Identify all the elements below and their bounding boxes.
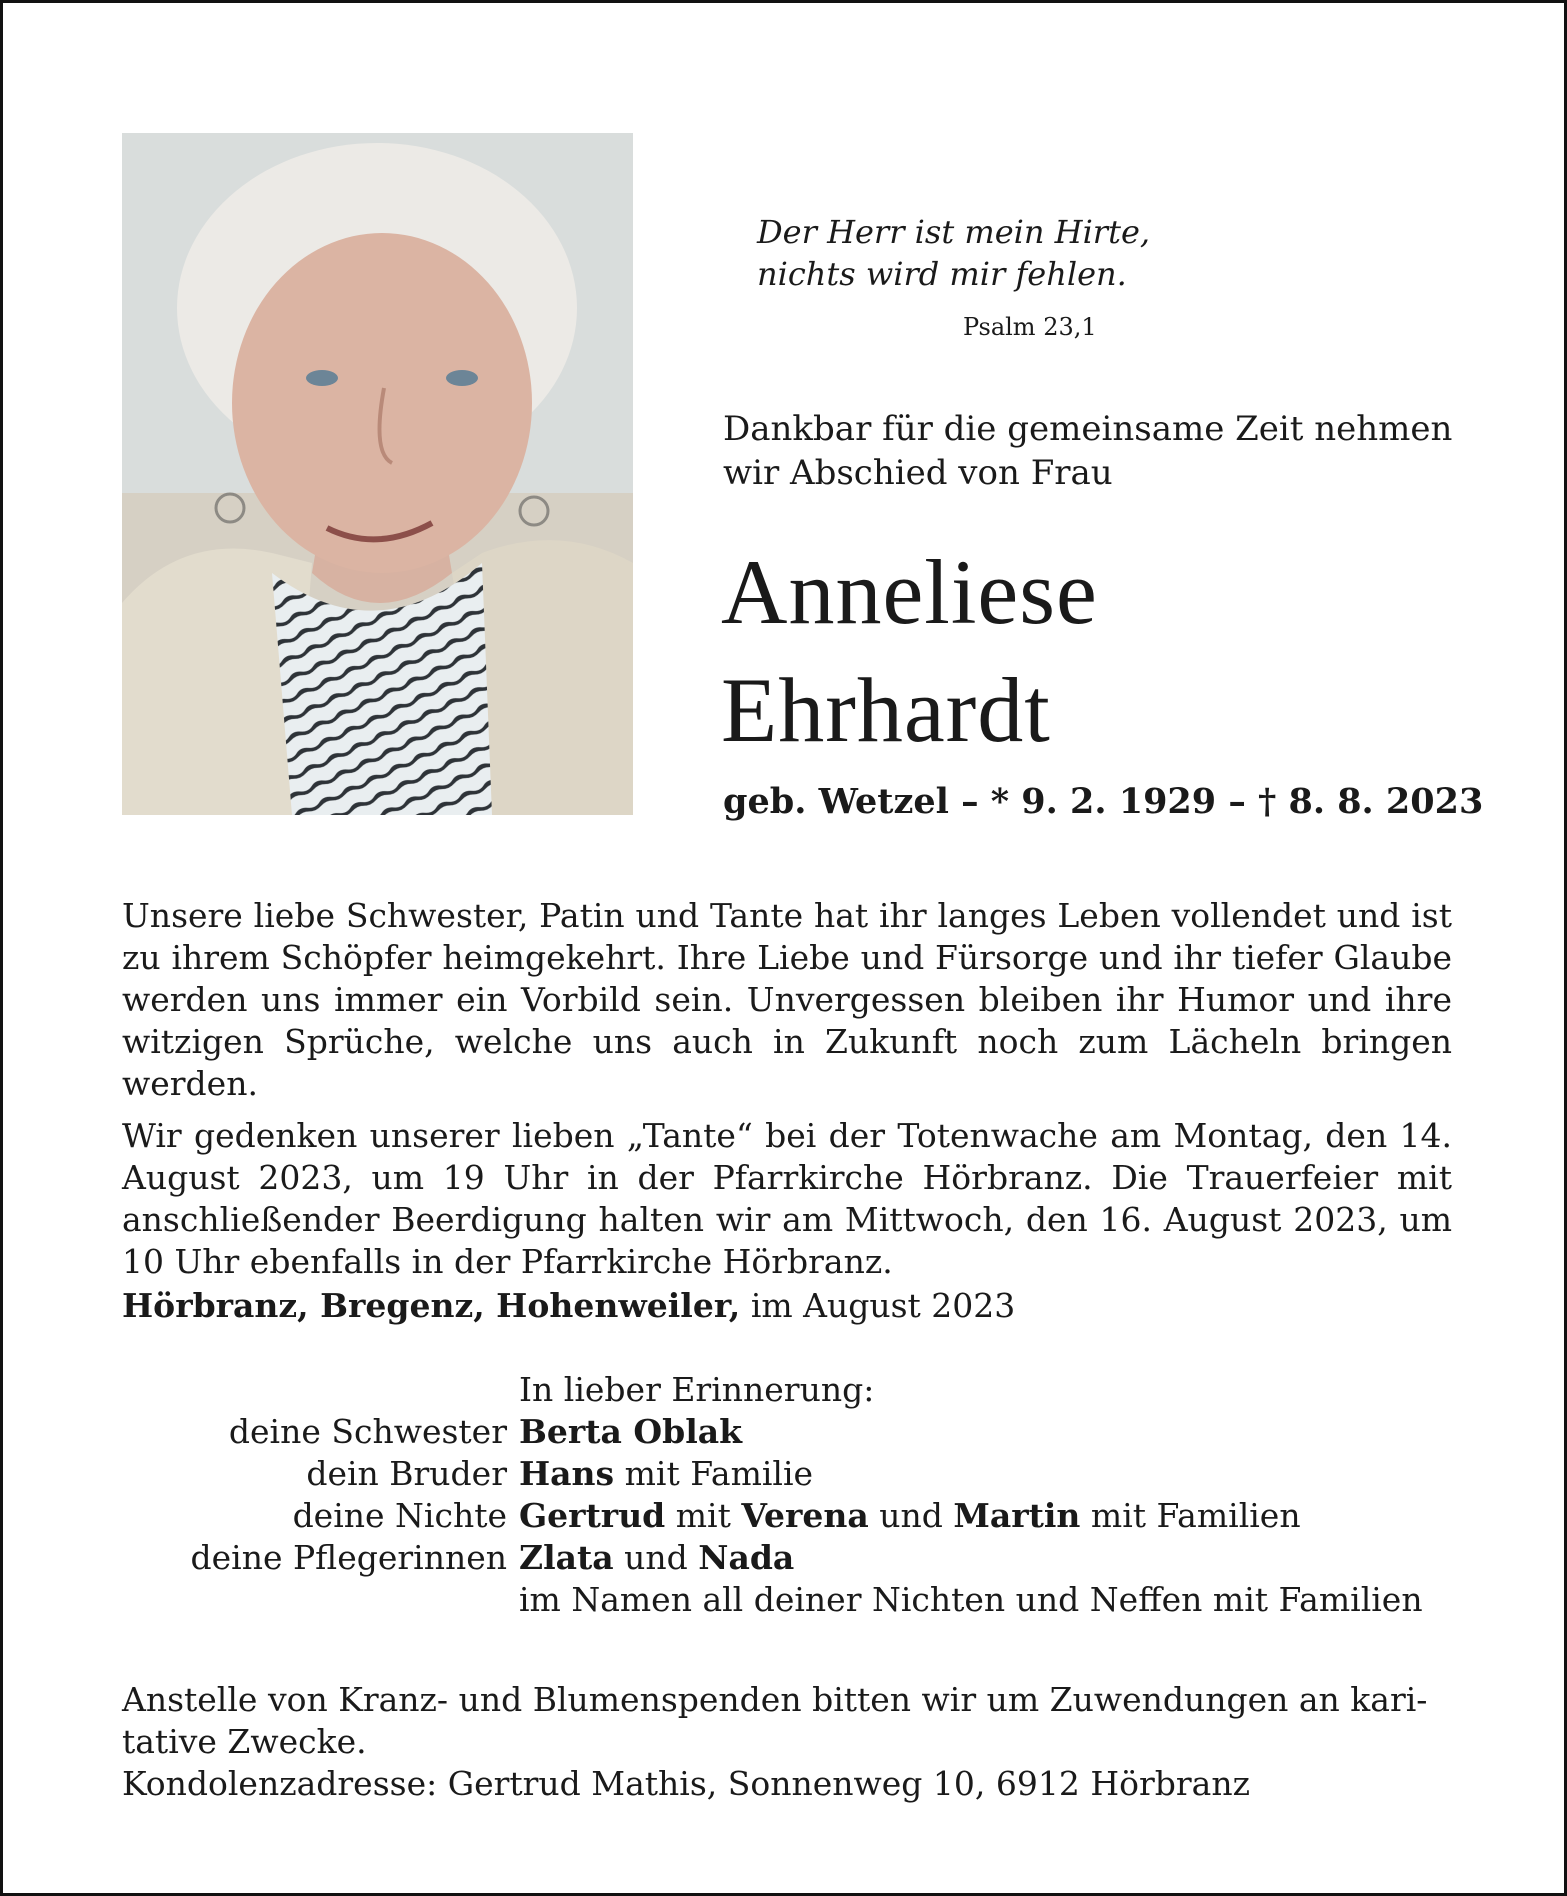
donation-note-line-1: Anstelle von Kranz- und Blumenspenden bitten wir um Zuwendungen an kari- (122, 1680, 1428, 1719)
condolence-address: Kondolenzadresse: Gertrud Mathis, Sonnenweg 10, 6912 Hörbranz (122, 1764, 1250, 1803)
mourner-name: Berta Oblak (519, 1412, 742, 1451)
intro-line-2: wir Abschied von Frau (723, 453, 1113, 493)
mourner-name: Verena (741, 1496, 869, 1535)
bible-quote (757, 211, 1150, 295)
places: Hörbranz, Bregenz, Hohenweiler, (122, 1286, 741, 1325)
mourner-name: Hans (519, 1454, 615, 1493)
mourner-name: Martin (953, 1496, 1081, 1535)
last-name: Ehrhardt (721, 659, 1051, 761)
mourner-name: Gertrud (519, 1496, 666, 1535)
mourner-relation: deine Schwester (228, 1412, 507, 1451)
birth-death-dates: geb. Wetzel – * 9. 2. 1929 – † 8. 8. 2023 (723, 781, 1484, 822)
mourner-extra: im Namen all deiner Nichten und Neffen mit Familien (519, 1580, 1423, 1619)
intro-text (723, 407, 1452, 495)
mourner-relation: deine Pflegerinnen (190, 1538, 507, 1577)
portrait-illustration (122, 133, 633, 815)
mourner-row: deine Nichte Gertrud mit Verena und Martin mit Familien (122, 1495, 1423, 1537)
quote-source: Psalm 23,1 (963, 313, 1097, 341)
mourner-row (122, 1579, 1423, 1621)
quote-line-2: nichts wird mir fehlen. (757, 255, 1127, 293)
memory-heading: In lieber Erinnerung: (519, 1370, 875, 1409)
body-paragraph-2: Wir gedenken unserer lieben „Tante“ bei der Totenwache am Montag, den 14. August 2023, um 19 Uhr in der Pfarrkirche Hörbranz. Die Trauerfeier mit anschließender Beerdigung halten wir am Mittwoch, den 16. August 2023, um 10 Uhr ebenfalls in der Pfarrkirche Hörbranz. (122, 1116, 1452, 1281)
place-date: im August 2023 (750, 1286, 1016, 1325)
place-date-line (122, 1286, 1015, 1325)
mourner-row (122, 1411, 1423, 1453)
portrait-photo (122, 133, 633, 815)
intro-line-1: Dankbar für die gemeinsame Zeit nehmen (723, 409, 1453, 449)
donation-note-line-2: tative Zwecke. (122, 1722, 367, 1761)
memory-heading-row (122, 1369, 1423, 1411)
mourner-relation: deine Nichte (292, 1496, 507, 1535)
mourner-row (122, 1453, 1423, 1495)
mourners-list (122, 1369, 1423, 1621)
obituary-body (122, 895, 1452, 1293)
mourner-row: deine Pflegerinnen Zlata und Nada (122, 1537, 1423, 1579)
footer-notes (122, 1679, 1452, 1805)
quote-line-1: Der Herr ist mein Hirte, (757, 213, 1151, 251)
mourner-name: Nada (698, 1538, 795, 1577)
deceased-name (721, 533, 1098, 769)
mourner-extra: mit Familie (624, 1454, 814, 1493)
body-paragraph-1: Unsere liebe Schwester, Patin und Tante hat ihr langes Leben vollendet und ist zu ihrem Schöpfer heimgekehrt. Ihre Liebe und Fürsorge und ihr tiefer Glaube werden uns immer ein Vorbild sein. Unvergessen bleiben ihr Humor und ihre witzigen Sprüche, welche uns auch in Zukunft noch zum Lächeln bringen werden. (122, 896, 1452, 1103)
mourner-name: Zlata (519, 1538, 614, 1577)
mourner-relation: dein Bruder (306, 1454, 507, 1493)
first-name: Anneliese (721, 541, 1098, 643)
mourner-extra: mit Familien (1090, 1496, 1301, 1535)
